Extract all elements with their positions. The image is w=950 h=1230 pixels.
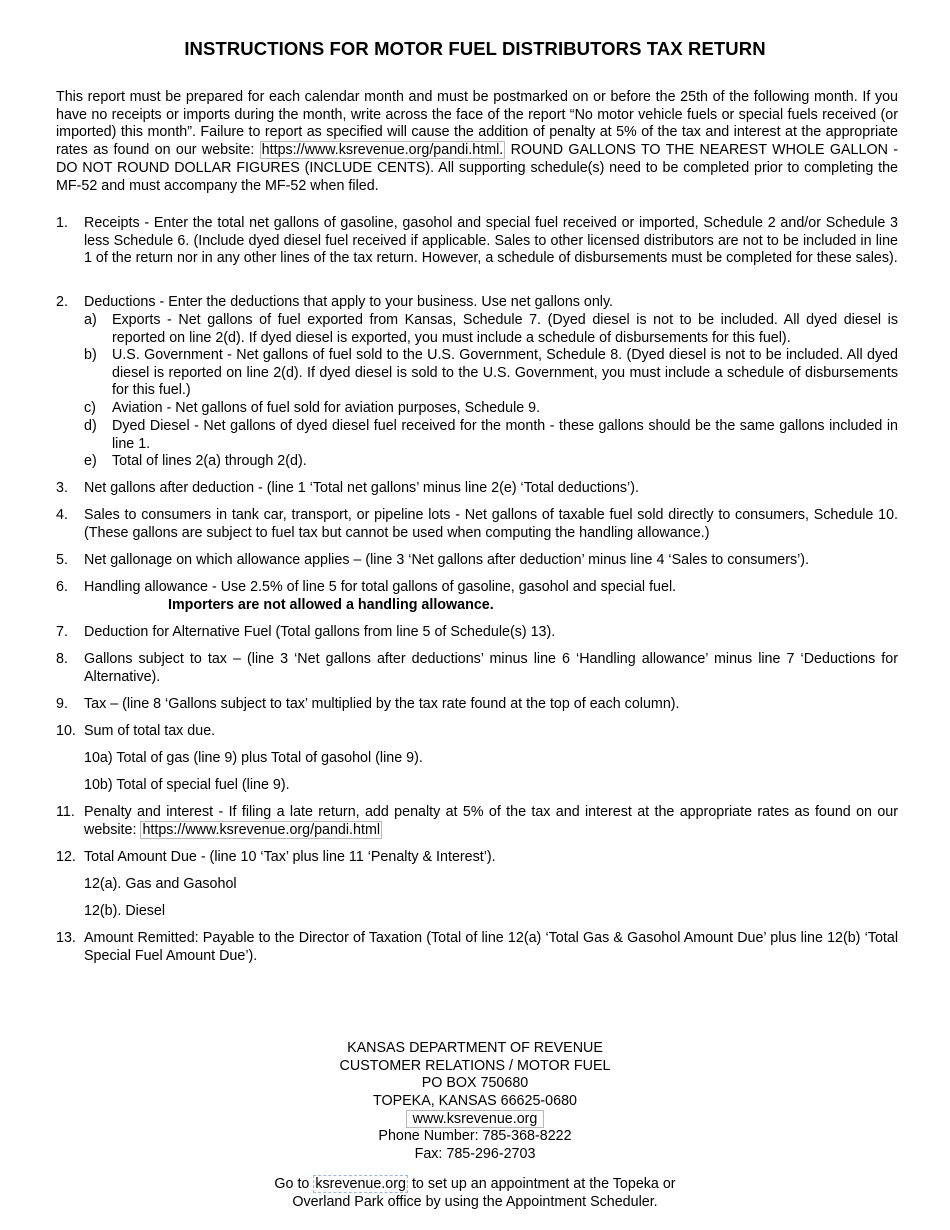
contact-fax: Fax: 785-296-2703	[414, 1146, 536, 1162]
item-12b: 12(b). Diesel	[84, 903, 166, 919]
item-text: Receipts - Enter the total net gallons of gasoline, gasohol and special fuel received or imported, Schedule 2 and/or Schedule 3 less Schedule 6. (Include dyed diesel fuel received if applicable. Sales to other licensed distributors are not to be included in line 1 of the return nor in any other lines of the tax return. However, a schedule of disbursements must be completed for these sales).	[84, 215, 898, 267]
item-number: 4.	[56, 507, 68, 523]
intro-text-1: This report must be prepared for each calendar month and must be postmarked on or before the 25th of the following month. If you have no receipts or imports during the month, write across the face of the report “No motor vehicle fuels or special fuels received (or imported) this month”. Failure to report as specified will cause the addition of penalty at 5% of the tax and interest at the appropriate rates as found on our website:	[56, 89, 898, 159]
sub-letter: b)	[84, 347, 97, 363]
appointment-line-1	[0, 1176, 950, 1194]
contact-web-row	[0, 1111, 950, 1129]
contact-dept: CUSTOMER RELATIONS / MOTOR FUEL	[339, 1058, 611, 1074]
item-text: Sum of total tax due.	[84, 723, 216, 739]
appointment-link[interactable]: ksrevenue.org	[315, 1176, 406, 1192]
sub-text: Exports - Net gallons of fuel exported from Kansas, Schedule 7. (Dyed diesel is not to be included. All dyed diesel is reported on line 2(d). If dyed diesel is exported, you must include a schedule of disbursements for this fuel).	[112, 312, 898, 346]
item-number: 13.	[56, 930, 76, 946]
item-number: 5.	[56, 552, 68, 568]
website-link[interactable]: www.ksrevenue.org	[406, 1110, 545, 1128]
appointment-line-2: Overland Park office by using the Appointment Scheduler.	[292, 1194, 658, 1210]
contact-org: KANSAS DEPARTMENT OF REVENUE	[347, 1040, 603, 1056]
item-text: Deductions - Enter the deductions that apply to your business. Use net gallons only.	[84, 294, 614, 310]
page-title: INSTRUCTIONS FOR MOTOR FUEL DISTRIBUTORS TAX RETURN	[184, 38, 766, 59]
item-6-note: Importers are not allowed a handling allowance.	[168, 597, 494, 613]
item-number: 8.	[56, 651, 68, 667]
intro-paragraph	[56, 89, 898, 195]
sub-letter: a)	[84, 312, 97, 328]
item-text	[84, 804, 898, 839]
item-text: Amount Remitted: Payable to the Director of Taxation (Total of line 12(a) ‘Total Gas & Gasohol Amount Due’ plus line 12(b) ‘Total Special Fuel Amount Due’).	[84, 930, 898, 964]
item-text: Handling allowance - Use 2.5% of line 5 for total gallons of gasoline, gasohol and special fuel.	[84, 579, 677, 595]
item-text: Net gallons after deduction - (line 1 ‘Total net gallons’ minus line 2(e) ‘Total deductions’).	[84, 480, 639, 496]
item-text: Total Amount Due - (line 10 ‘Tax’ plus line 11 ‘Penalty & Interest’).	[84, 849, 496, 865]
item-text: Gallons subject to tax – (line 3 ‘Net gallons after deductions’ minus line 6 ‘Handling allowance’ minus line 7 ‘Deductions for Alternative).	[84, 651, 898, 685]
appointment-text-post: to set up an appointment at the Topeka or	[411, 1176, 676, 1192]
item-10b: 10b) Total of special fuel (line 9).	[84, 777, 290, 793]
item-number: 7.	[56, 624, 68, 640]
sub-text: Aviation - Net gallons of fuel sold for aviation purposes, Schedule 9.	[112, 400, 541, 416]
item-text: Sales to consumers in tank car, transport, or pipeline lots - Net gallons of taxable fuel sold directly to consumers, Schedule 10. (These gallons are subject to fuel tax but cannot be used when computing the handling allowance.)	[84, 507, 898, 541]
sub-letter: d)	[84, 418, 97, 434]
pandi-link[interactable]: https://www.ksrevenue.org/pandi.html	[142, 821, 381, 838]
item-text: Tax – (line 8 ‘Gallons subject to tax’ multiplied by the tax rate found at the top of each column).	[84, 696, 680, 712]
item-number: 3.	[56, 480, 68, 496]
item-number: 9.	[56, 696, 68, 712]
item-10a: 10a) Total of gas (line 9) plus Total of gasohol (line 9).	[84, 750, 423, 766]
penalty-interest-link[interactable]: https://www.ksrevenue.org/pandi.html.	[261, 142, 504, 159]
item-number: 12.	[56, 849, 76, 865]
item-11-text: Penalty and interest - If filing a late return, add penalty at 5% of the tax and interest at the appropriate rates as found on our website:	[84, 804, 898, 838]
sub-text: Total of lines 2(a) through 2(d).	[112, 453, 307, 469]
sub-letter: c)	[84, 400, 96, 416]
sub-text: Dyed Diesel - Net gallons of dyed diesel fuel received for the month - these gallons should be the same gallons included in line 1.	[112, 418, 898, 452]
item-number: 1.	[56, 215, 68, 231]
item-number: 10.	[56, 723, 76, 739]
appointment-text-pre: Go to	[274, 1176, 310, 1192]
sub-text: U.S. Government - Net gallons of fuel sold to the U.S. Government, Schedule 8. (Dyed diesel is not to be included. All dyed diesel is reported on line 2(d). If dyed diesel is sold to the U.S. Government, you must include a schedule of disbursements for this fuel.)	[112, 347, 898, 399]
item-text: Net gallonage on which allowance applies – (line 3 ‘Net gallons after deduction’ minus line 4 ‘Sales to consumers’).	[84, 552, 810, 568]
intro-text-2: ROUND GALLONS TO THE NEAREST WHOLE GALLON - DO NOT ROUND DOLLAR FIGURES (INCLUDE CENTS). All supporting schedule(s) need to be completed prior to completing the MF-52 and must accompany the MF-52 when filed.	[56, 142, 898, 194]
item-number: 11.	[56, 804, 75, 820]
contact-po-box: PO BOX 750680	[421, 1075, 529, 1091]
item-12a: 12(a). Gas and Gasohol	[84, 876, 237, 892]
item-number: 6.	[56, 579, 68, 595]
contact-city: TOPEKA, KANSAS 66625-0680	[373, 1093, 577, 1109]
item-number: 2.	[56, 294, 68, 310]
sub-letter: e)	[84, 453, 97, 469]
item-text: Deduction for Alternative Fuel (Total gallons from line 5 of Schedule(s) 13).	[84, 624, 556, 640]
contact-phone: Phone Number: 785-368-8222	[378, 1128, 572, 1144]
